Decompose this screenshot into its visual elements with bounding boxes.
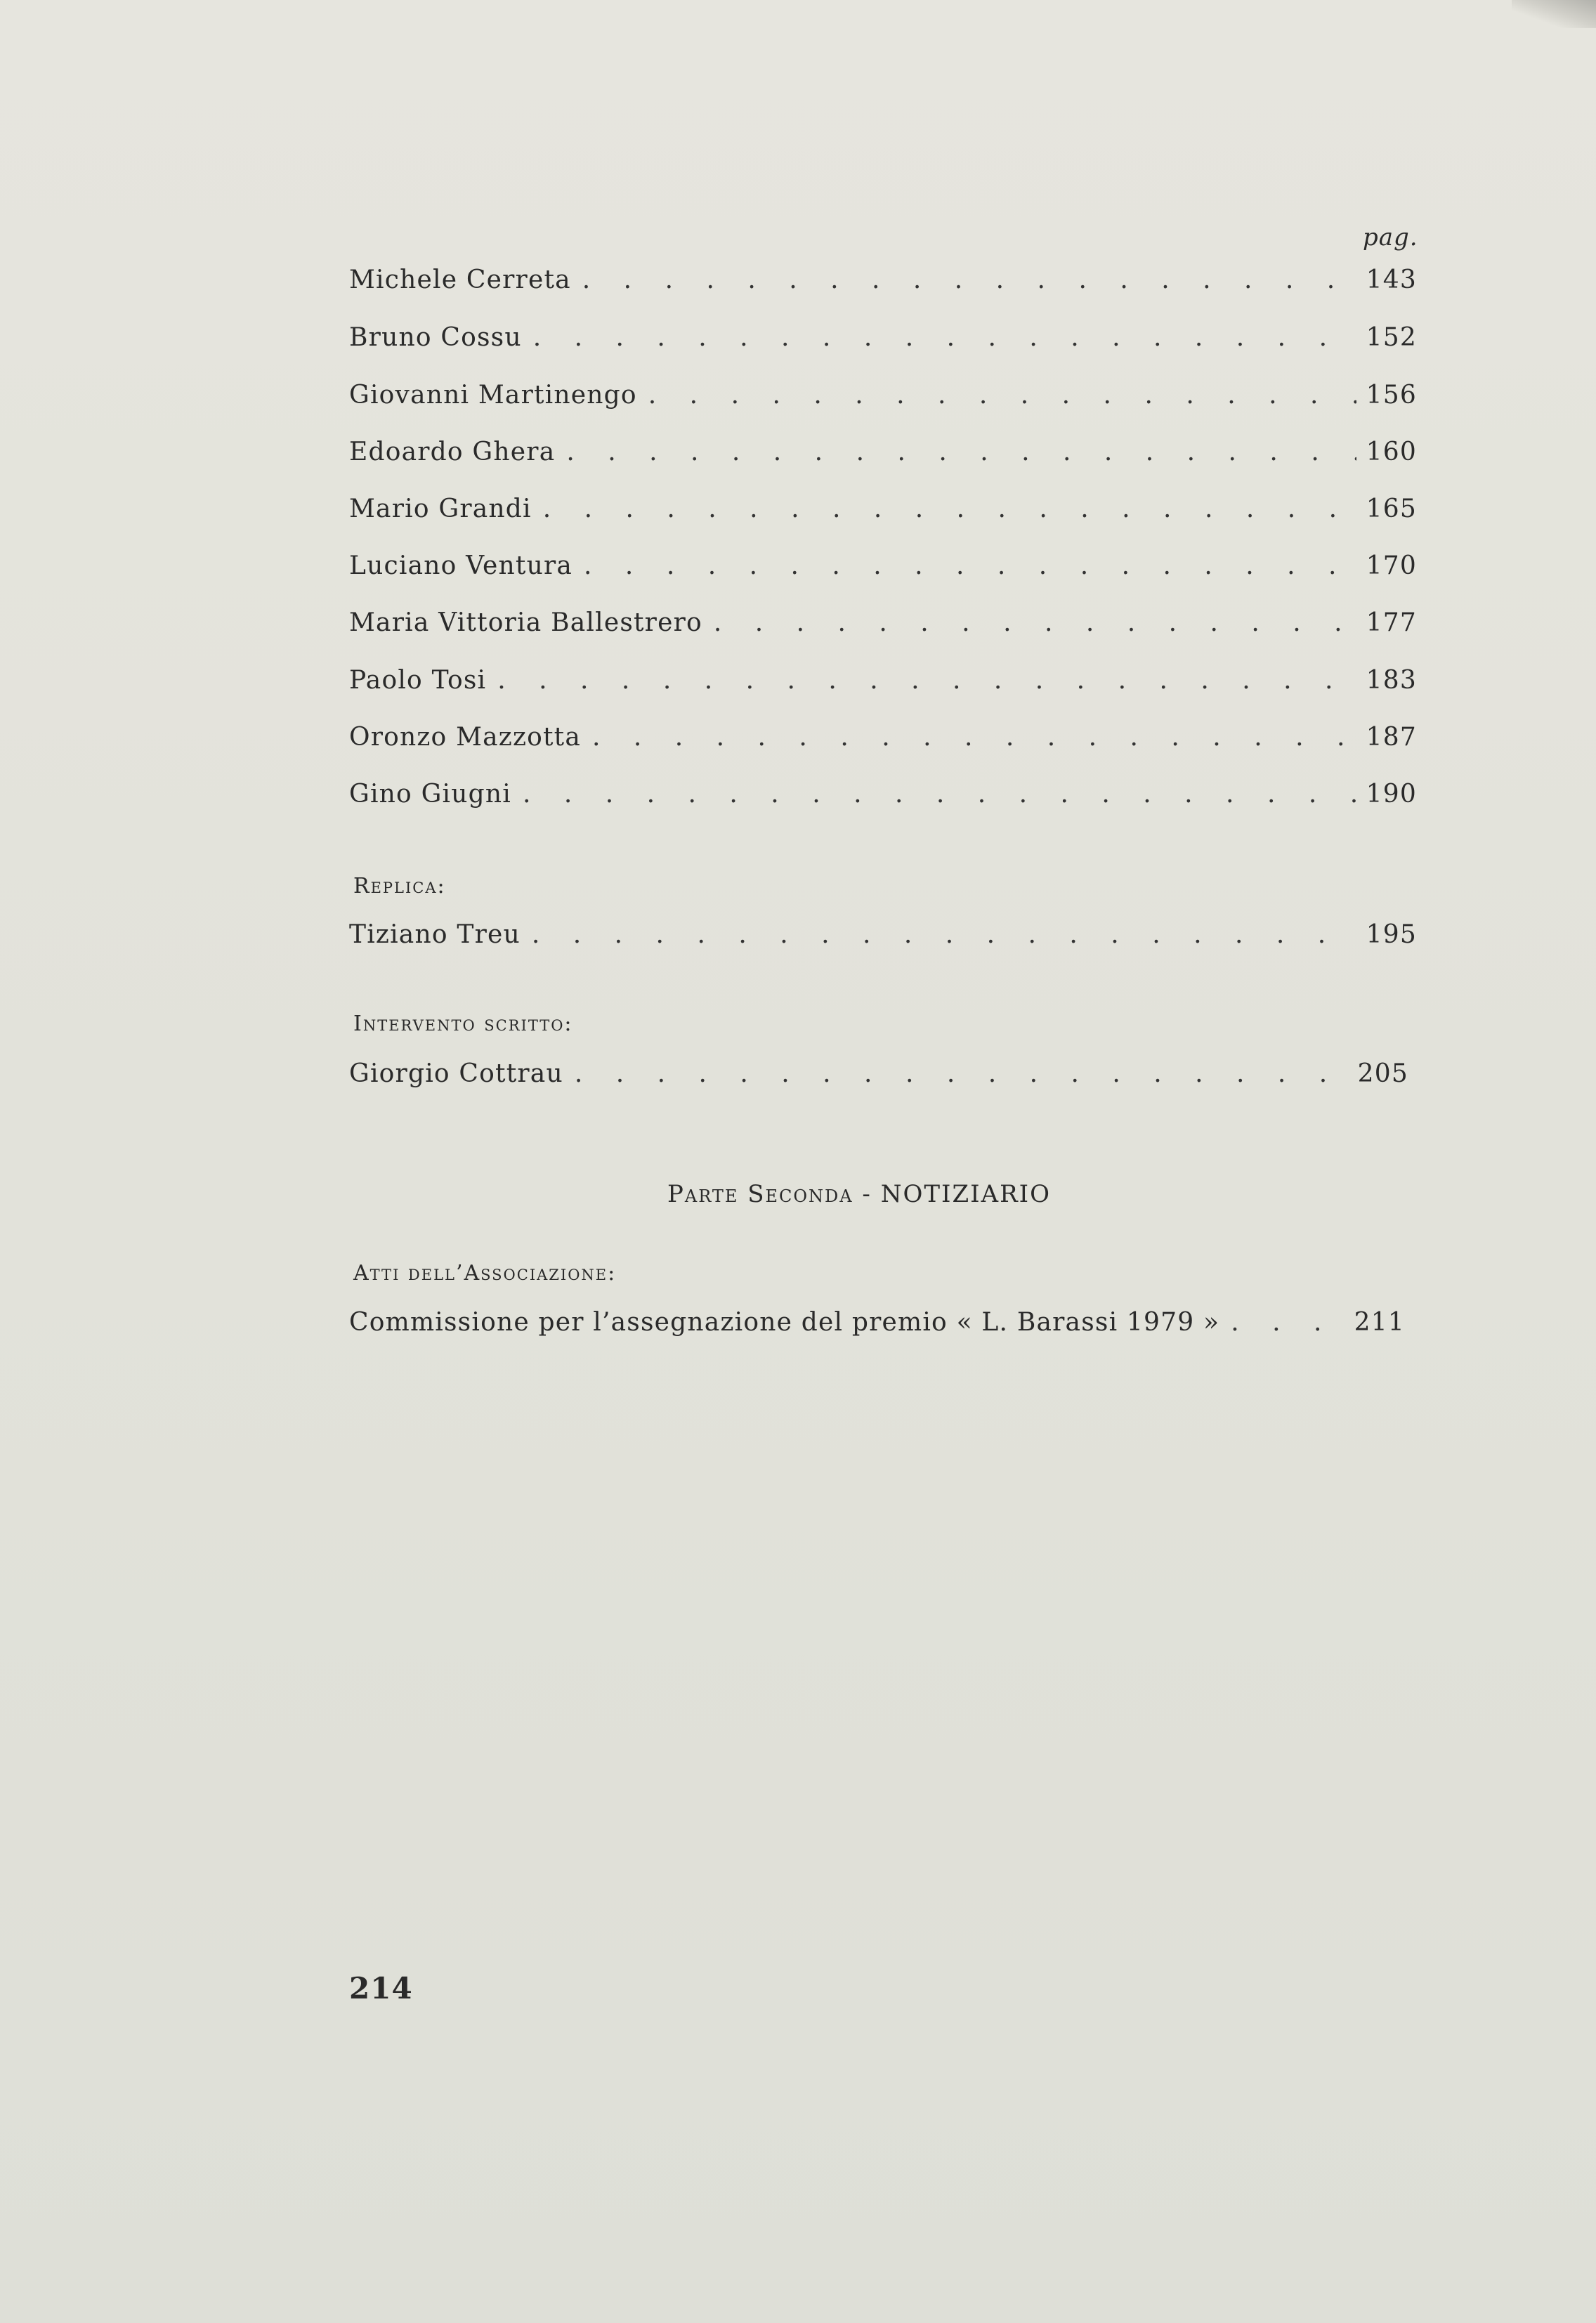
toc-entry [349,780,1417,819]
toc-leader-dots [533,323,1356,352]
page-corner-shadow [1512,0,1596,28]
toc-entry [349,551,1417,591]
toc-entry [349,608,1417,648]
toc-leader-dots [575,1059,1348,1088]
section-label-atti: Atti dell’Associazione: [353,1261,617,1285]
toc-entry-page: 205 [1357,1059,1408,1088]
toc-entry-page: 177 [1366,608,1417,637]
toc-entry [349,666,1417,705]
toc-entry-page: 211 [1354,1308,1405,1337]
toc-leader-dots [714,608,1356,637]
toc-entry-name: Michele Cerreta [349,266,571,294]
toc-entry-name: Mario Grandi [349,495,532,523]
toc-leader-dots [582,266,1356,294]
toc-entry [349,920,1417,960]
toc-entry-name: Maria Vittoria Ballestrero [349,608,702,637]
page-number: 214 [349,1971,413,2005]
toc-leader-dots [584,551,1356,580]
toc-entry-page: 187 [1366,723,1417,752]
toc-leader-dots [566,438,1356,466]
part-heading-title: NOTIZIARIO [880,1180,1051,1208]
toc-entry-page: 190 [1366,780,1417,809]
toc-entry-page: 160 [1366,438,1417,466]
toc-leader-dots [648,381,1356,410]
toc-entry-name: Gino Giugni [349,780,511,809]
section-label-replica: Replica: [353,874,446,898]
toc-entry-page: 143 [1366,266,1417,294]
toc-entry-name: Oronzo Mazzotta [349,723,581,752]
toc-entry [349,266,1417,305]
toc-entry [349,381,1417,420]
pag-column-label: pag. [1363,223,1418,251]
toc-entry-page: 156 [1366,381,1417,410]
toc-entry-name: Commissione per l’assegnazione del premio « L. Barassi 1979 » [349,1308,1220,1337]
toc-entry-page: 170 [1366,551,1417,580]
toc-entry-page: 183 [1366,666,1417,695]
toc-leader-dots [497,666,1356,695]
toc-entry-page: 152 [1366,323,1417,352]
toc-entry-page: 195 [1366,920,1417,949]
toc-entry-page: 165 [1366,495,1417,523]
toc-entry-name: Luciano Ventura [349,551,573,580]
toc-leader-dots [532,920,1356,949]
toc-entry-name: Bruno Cossu [349,323,522,352]
toc-entry-name: Giovanni Martinengo [349,381,637,410]
toc-entry [349,723,1417,762]
toc-entry-name: Tiziano Treu [349,920,521,949]
toc-entry-name: Edoardo Ghera [349,438,556,466]
toc-entry [349,323,1417,362]
part-heading [667,1180,1051,1208]
toc-entry [349,1059,1408,1099]
section-label-intervento: Intervento scritto: [353,1012,573,1036]
toc-entry [349,495,1417,534]
toc-leader-dots [1231,1308,1344,1337]
toc-entry-name: Giorgio Cottrau [349,1059,563,1088]
toc-leader-dots [523,780,1356,809]
toc-leader-dots [543,495,1356,523]
toc-leader-dots [592,723,1356,752]
toc-entry [349,438,1417,477]
part-heading-prefix: Parte Seconda - [667,1180,872,1208]
toc-entry [349,1308,1405,1347]
toc-entry-name: Paolo Tosi [349,666,487,695]
